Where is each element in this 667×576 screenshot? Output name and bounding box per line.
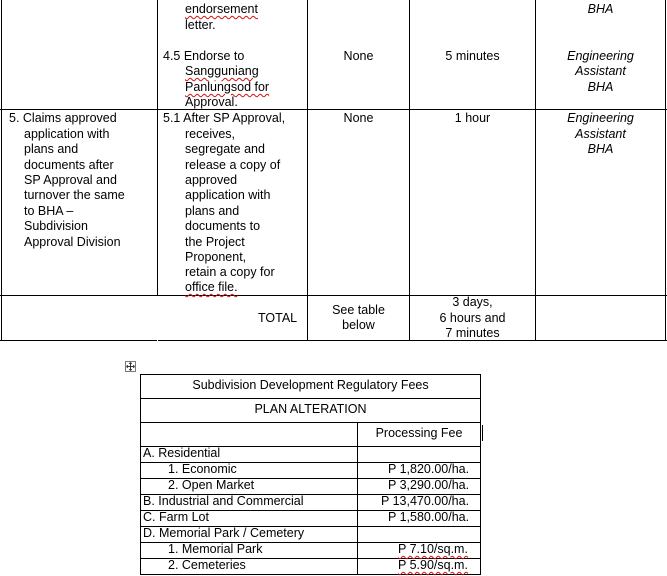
- fee-row-label: 1. Economic: [168, 462, 237, 476]
- fee-row-label: 1. Memorial Park: [168, 542, 263, 556]
- action-text: office file.: [185, 280, 238, 294]
- fee-row-value: P 1,580.00/ha.: [388, 510, 470, 524]
- action-text: segregate and: [185, 142, 265, 156]
- total-time: 7 minutes: [445, 326, 500, 340]
- action-text: retain a copy for: [185, 265, 275, 279]
- person-text: BHA: [587, 80, 614, 94]
- column-divider: [665, 0, 666, 341]
- person-text: Assistant: [575, 64, 626, 78]
- client-step-text: Approval Division: [24, 235, 121, 249]
- client-step-text: plans and: [24, 142, 79, 156]
- action-text: 5.1 After SP Approval,: [163, 111, 286, 125]
- client-step-text: SP Approval and: [24, 173, 117, 187]
- total-fees: See table: [332, 303, 385, 317]
- total-time: 3 days,: [452, 295, 493, 309]
- total-fees: below: [342, 318, 375, 332]
- action-text: Proponent,: [185, 250, 247, 264]
- fee-row-label: 2. Cemeteries: [168, 558, 246, 572]
- person-text: Engineering: [567, 111, 634, 125]
- fee-row-label: B. Industrial and Commercial: [143, 494, 304, 508]
- action-text: plans and: [185, 204, 240, 218]
- merged-cell-gap: [157, 296, 158, 341]
- person-text: Assistant: [575, 127, 626, 141]
- time-cell: 1 hour: [454, 111, 491, 125]
- action-text: letter.: [185, 18, 216, 32]
- action-text: release a copy of: [185, 158, 281, 172]
- fee-row-label: A. Residential: [143, 446, 221, 460]
- fees-table-subtitle: PLAN ALTERATION: [254, 402, 367, 416]
- client-step-text: to BHA –: [24, 204, 74, 218]
- action-text: Panlungsod for: [185, 80, 270, 94]
- fee-row-value: P 13,470.00/ha.: [381, 494, 470, 508]
- fee-row-label: C. Farm Lot: [143, 510, 209, 524]
- text-cursor: [482, 425, 483, 441]
- table-bottom-border: [140, 574, 481, 575]
- row-divider: [140, 398, 481, 399]
- fee-row-value: P 3,290.00/ha.: [388, 478, 470, 492]
- fee-row-value: P 5.90/sq.m.: [398, 558, 468, 572]
- fee-row-value: P 1,820.00/ha.: [388, 462, 470, 476]
- fees-cell: None: [343, 49, 374, 63]
- client-step-text: Subdivision: [24, 219, 88, 233]
- action-text: the Project: [185, 235, 245, 249]
- table-top-border: [140, 374, 481, 375]
- column-divider: [157, 0, 158, 341]
- action-text: documents to: [185, 219, 261, 233]
- action-text: endorsement: [185, 2, 258, 16]
- action-text: 4.5 Endorse to: [163, 49, 245, 63]
- fee-row-label: D. Memorial Park / Cemetery: [143, 526, 305, 540]
- column-divider: [480, 374, 481, 575]
- client-step-text: 5. Claims approved: [9, 111, 117, 125]
- client-step-text: documents after: [24, 158, 114, 172]
- action-text: Sangguniang: [185, 64, 259, 78]
- column-header: Processing Fee: [375, 426, 463, 440]
- person-text: Engineering: [567, 49, 634, 63]
- action-text: receives,: [185, 127, 236, 141]
- total-label: TOTAL: [258, 311, 298, 325]
- fees-cell: None: [343, 111, 374, 125]
- time-cell: 5 minutes: [445, 49, 500, 63]
- row-divider: [0, 295, 667, 296]
- person-text: BHA: [587, 2, 614, 16]
- action-text: approved: [185, 173, 238, 187]
- fee-row-label: 2. Open Market: [168, 478, 255, 492]
- fee-row-value: P 7.10/sq.m.: [398, 542, 468, 556]
- move-arrows-icon[interactable]: [125, 361, 136, 372]
- action-text: application with: [185, 188, 271, 202]
- row-divider: [140, 422, 481, 423]
- person-text: BHA: [587, 142, 614, 156]
- column-divider: [357, 422, 358, 575]
- client-step-text: turnover the same: [24, 188, 125, 202]
- action-text: Approval.: [185, 95, 238, 109]
- fees-table-title: Subdivision Development Regulatory Fees: [192, 378, 429, 392]
- total-time: 6 hours and: [439, 311, 506, 325]
- table-bottom-border: [0, 340, 667, 341]
- row-divider: [0, 109, 667, 110]
- column-divider: [1, 0, 2, 341]
- client-step-text: application with: [24, 127, 110, 141]
